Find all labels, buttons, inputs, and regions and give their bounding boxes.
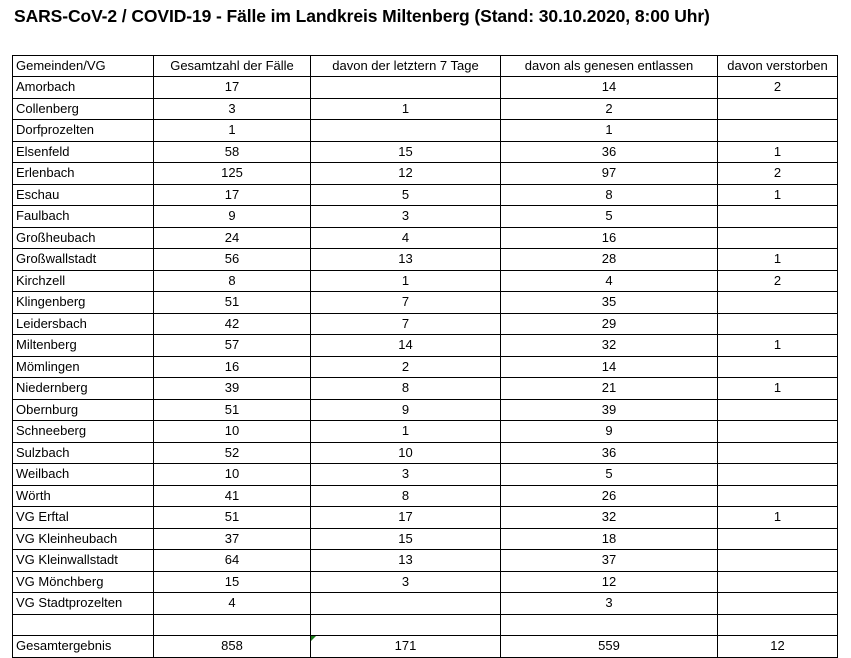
table-row	[13, 98, 838, 120]
table-row	[13, 313, 838, 335]
cell-total-cases: 39	[154, 378, 311, 400]
cell-municipality: VG Kleinheubach	[13, 528, 154, 550]
cell-recovered: 26	[501, 485, 718, 507]
cell-recovered: 32	[501, 335, 718, 357]
cell-last-7-days: 1	[311, 421, 501, 443]
cell-deceased	[718, 528, 838, 550]
cell-recovered: 2	[501, 98, 718, 120]
cell-last-7-days: 8	[311, 485, 501, 507]
cell-last-7-days: 8	[311, 378, 501, 400]
cell-deceased	[718, 614, 838, 636]
cell-municipality: Leidersbach	[13, 313, 154, 335]
cell-last-7-days: 13	[311, 550, 501, 572]
cell-total-cases: 52	[154, 442, 311, 464]
table-row	[13, 507, 838, 529]
cell-total-cases: 41	[154, 485, 311, 507]
cell-deceased: 2	[718, 77, 838, 99]
cell-recovered: 1	[501, 120, 718, 142]
cell-last-7-days: 7	[311, 313, 501, 335]
cell-municipality: VG Erftal	[13, 507, 154, 529]
cell-municipality: Faulbach	[13, 206, 154, 228]
cases-table	[12, 55, 838, 658]
cell-recovered: 5	[501, 206, 718, 228]
cell-last-7-days: 2	[311, 356, 501, 378]
cell-total-cases: 3	[154, 98, 311, 120]
cell-last-7-days: 3	[311, 206, 501, 228]
cell-deceased	[718, 356, 838, 378]
cell-deceased	[718, 98, 838, 120]
cell-municipality: Weilbach	[13, 464, 154, 486]
cell-recovered: 14	[501, 356, 718, 378]
table-row	[13, 528, 838, 550]
cell-total-cases: 51	[154, 292, 311, 314]
cell-last-7-days	[311, 120, 501, 142]
cell-municipality: VG Stadtprozelten	[13, 593, 154, 615]
cell-recovered: 35	[501, 292, 718, 314]
cell-total-cases: 24	[154, 227, 311, 249]
cell-total-cases: 15	[154, 571, 311, 593]
cell-deceased: 12	[718, 636, 838, 658]
cell-recovered: 4	[501, 270, 718, 292]
cell-deceased	[718, 571, 838, 593]
cell-municipality: Kirchzell	[13, 270, 154, 292]
cell-deceased	[718, 421, 838, 443]
table-row	[13, 206, 838, 228]
cell-recovered: 37	[501, 550, 718, 572]
column-header-municipality: Gemeinden/VG	[13, 56, 154, 77]
table-row	[13, 378, 838, 400]
cell-deceased	[718, 292, 838, 314]
cell-municipality: Großheubach	[13, 227, 154, 249]
cell-recovered: 16	[501, 227, 718, 249]
cell-recovered: 14	[501, 77, 718, 99]
table-row	[13, 141, 838, 163]
cell-last-7-days	[311, 593, 501, 615]
cell-total-cases	[154, 614, 311, 636]
cell-total-cases: 858	[154, 636, 311, 658]
cell-municipality: Mömlingen	[13, 356, 154, 378]
cell-last-7-days: 12	[311, 163, 501, 185]
cell-last-7-days: 3	[311, 571, 501, 593]
cell-recovered: 9	[501, 421, 718, 443]
cell-total-cases: 51	[154, 507, 311, 529]
cell-deceased	[718, 485, 838, 507]
cell-deceased	[718, 550, 838, 572]
column-header-last-7-days: davon der letztern 7 Tage	[311, 56, 501, 77]
cell-total-cases: 64	[154, 550, 311, 572]
total-row	[13, 636, 838, 658]
cell-municipality: Klingenberg	[13, 292, 154, 314]
cell-recovered: 18	[501, 528, 718, 550]
cell-total-cases: 9	[154, 206, 311, 228]
cell-deceased: 2	[718, 163, 838, 185]
spacer-row	[13, 614, 838, 636]
cell-municipality: Sulzbach	[13, 442, 154, 464]
cell-last-7-days: 171	[311, 636, 501, 658]
cell-deceased	[718, 227, 838, 249]
cell-total-cases: 4	[154, 593, 311, 615]
cell-municipality: Niedernberg	[13, 378, 154, 400]
cell-last-7-days: 3	[311, 464, 501, 486]
cell-recovered: 32	[501, 507, 718, 529]
cell-deceased: 1	[718, 507, 838, 529]
cell-recovered: 8	[501, 184, 718, 206]
cell-last-7-days	[311, 77, 501, 99]
cell-municipality: Wörth	[13, 485, 154, 507]
table-row	[13, 163, 838, 185]
cell-total-cases: 56	[154, 249, 311, 271]
cell-municipality: Eschau	[13, 184, 154, 206]
cell-last-7-days: 4	[311, 227, 501, 249]
cell-total-cases: 17	[154, 77, 311, 99]
cell-recovered: 5	[501, 464, 718, 486]
cell-total-cases: 51	[154, 399, 311, 421]
cell-deceased: 1	[718, 184, 838, 206]
cell-municipality	[13, 614, 154, 636]
table-row	[13, 550, 838, 572]
table-row	[13, 120, 838, 142]
table-row	[13, 292, 838, 314]
cell-last-7-days: 15	[311, 141, 501, 163]
cell-recovered: 3	[501, 593, 718, 615]
cell-total-cases: 10	[154, 464, 311, 486]
cell-recovered: 28	[501, 249, 718, 271]
cell-last-7-days: 15	[311, 528, 501, 550]
cell-deceased	[718, 120, 838, 142]
cell-last-7-days: 7	[311, 292, 501, 314]
cell-recovered: 12	[501, 571, 718, 593]
table-row	[13, 442, 838, 464]
column-header-deceased: davon verstorben	[718, 56, 838, 77]
cell-last-7-days: 5	[311, 184, 501, 206]
cell-municipality: Miltenberg	[13, 335, 154, 357]
cell-municipality: Gesamtergebnis	[13, 636, 154, 658]
cell-municipality: VG Mönchberg	[13, 571, 154, 593]
table-row	[13, 184, 838, 206]
cell-total-cases: 58	[154, 141, 311, 163]
cell-total-cases: 57	[154, 335, 311, 357]
cell-total-cases: 37	[154, 528, 311, 550]
cell-deceased	[718, 442, 838, 464]
cell-recovered: 559	[501, 636, 718, 658]
cell-deceased: 2	[718, 270, 838, 292]
cell-deceased	[718, 399, 838, 421]
table-row	[13, 270, 838, 292]
cell-municipality: Großwallstadt	[13, 249, 154, 271]
table-row	[13, 485, 838, 507]
cell-total-cases: 42	[154, 313, 311, 335]
cell-last-7-days: 1	[311, 98, 501, 120]
table-row	[13, 399, 838, 421]
cell-municipality: Amorbach	[13, 77, 154, 99]
cell-deceased: 1	[718, 141, 838, 163]
cell-recovered	[501, 614, 718, 636]
cell-municipality: VG Kleinwallstadt	[13, 550, 154, 572]
table-row	[13, 227, 838, 249]
cell-municipality: Collenberg	[13, 98, 154, 120]
table-row	[13, 571, 838, 593]
cell-deceased	[718, 464, 838, 486]
cell-deceased	[718, 206, 838, 228]
cell-deceased: 1	[718, 249, 838, 271]
cell-recovered: 97	[501, 163, 718, 185]
cell-recovered: 36	[501, 442, 718, 464]
table-row	[13, 593, 838, 615]
cell-total-cases: 10	[154, 421, 311, 443]
cell-last-7-days: 9	[311, 399, 501, 421]
cell-comment-marker	[311, 636, 316, 641]
cell-municipality: Elsenfeld	[13, 141, 154, 163]
cell-recovered: 36	[501, 141, 718, 163]
cell-deceased	[718, 313, 838, 335]
table-row	[13, 356, 838, 378]
cell-last-7-days	[311, 614, 501, 636]
header-row	[13, 56, 838, 77]
cell-total-cases: 16	[154, 356, 311, 378]
cell-last-7-days: 10	[311, 442, 501, 464]
table-row	[13, 77, 838, 99]
cell-recovered: 21	[501, 378, 718, 400]
cell-municipality: Erlenbach	[13, 163, 154, 185]
column-header-recovered: davon als genesen entlassen	[501, 56, 718, 77]
cell-municipality: Schneeberg	[13, 421, 154, 443]
cell-last-7-days: 1	[311, 270, 501, 292]
page-title: SARS-CoV-2 / COVID-19 - Fälle im Landkreis Miltenberg (Stand: 30.10.2020, 8:00 Uhr)	[14, 6, 710, 26]
cell-deceased: 1	[718, 335, 838, 357]
table-row	[13, 464, 838, 486]
cell-last-7-days: 17	[311, 507, 501, 529]
cell-last-7-days: 13	[311, 249, 501, 271]
cell-municipality: Dorfprozelten	[13, 120, 154, 142]
table-row	[13, 335, 838, 357]
cell-municipality: Obernburg	[13, 399, 154, 421]
table-row	[13, 249, 838, 271]
cell-total-cases: 8	[154, 270, 311, 292]
cell-total-cases: 125	[154, 163, 311, 185]
column-header-total-cases: Gesamtzahl der Fälle	[154, 56, 311, 77]
cell-recovered: 29	[501, 313, 718, 335]
table-row	[13, 421, 838, 443]
cell-total-cases: 17	[154, 184, 311, 206]
cell-recovered: 39	[501, 399, 718, 421]
cell-deceased	[718, 593, 838, 615]
cell-last-7-days: 14	[311, 335, 501, 357]
cell-deceased: 1	[718, 378, 838, 400]
cell-total-cases: 1	[154, 120, 311, 142]
